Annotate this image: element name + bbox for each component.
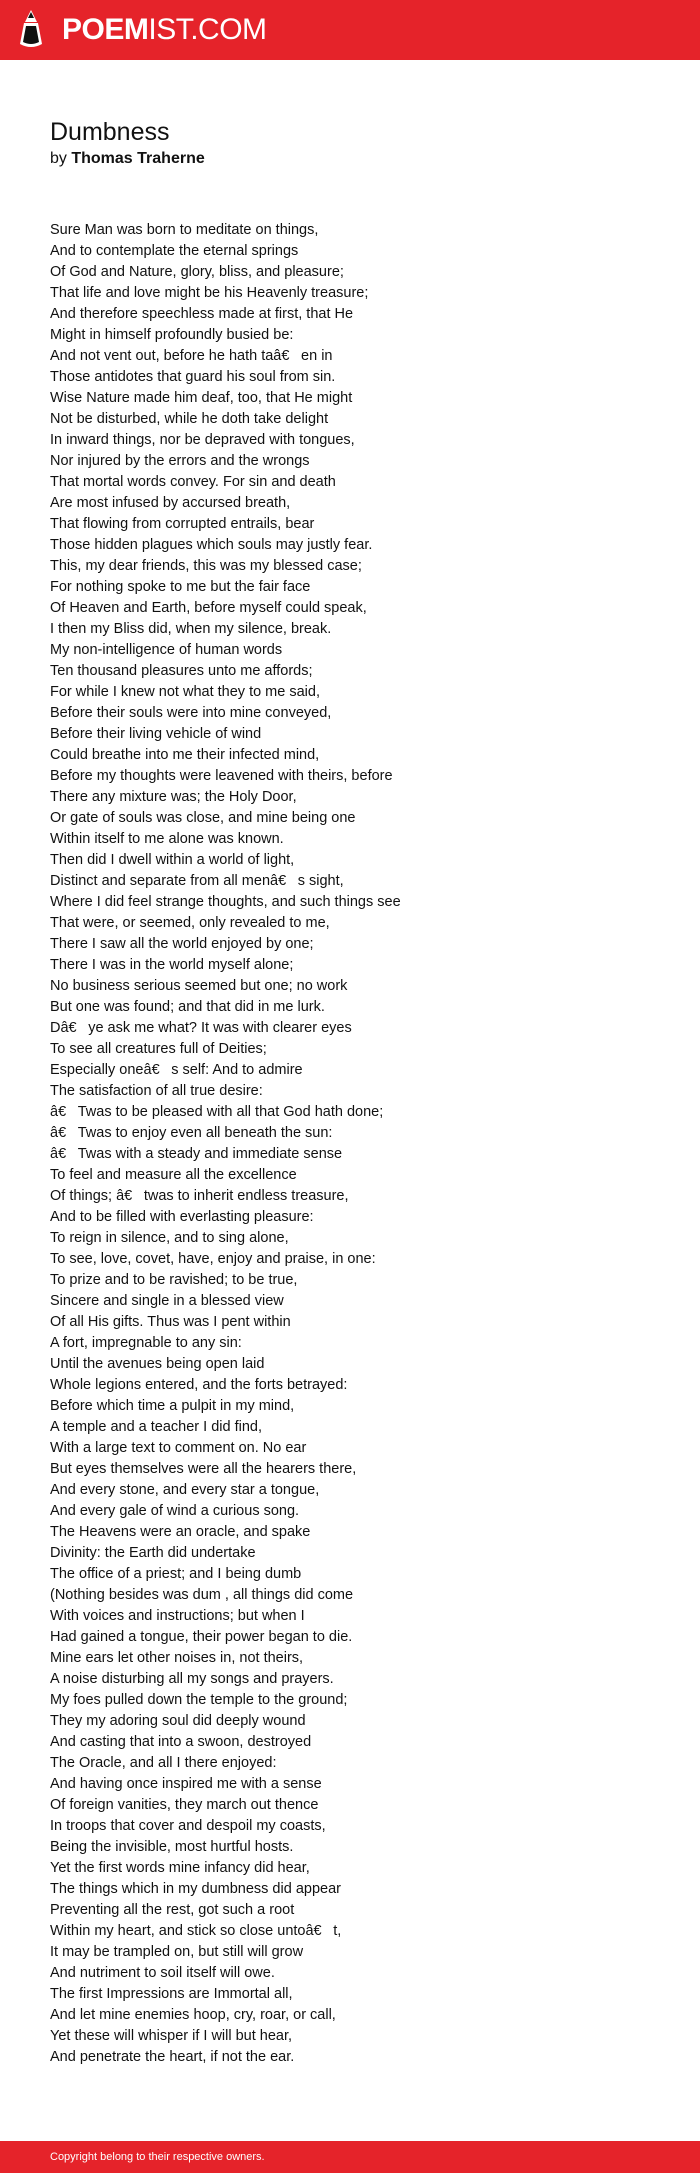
poem-line: In inward things, nor be depraved with tongues, — [50, 432, 355, 448]
poem-line: Of God and Nature, glory, bliss, and pleasure; — [50, 264, 344, 280]
poem-line: Of all His gifts. Thus was I pent within — [50, 1314, 291, 1330]
poem-line: Especially oneâ€s self: And to admire — [50, 1062, 303, 1078]
poem-line: Might in himself profoundly busied be: — [50, 327, 294, 343]
copyright-text: Copyright belong to their respective owners. — [50, 2151, 265, 2163]
poem-line: (Nothing besides was dum , all things did come — [50, 1587, 354, 1603]
poem-line: For nothing spoke to me but the fair face — [50, 579, 311, 595]
poem-line: My non-intelligence of human words — [50, 642, 283, 658]
poem-line: My foes pulled down the temple to the ground; — [50, 1692, 348, 1708]
poem-line: Could breathe into me their infected mind, — [50, 747, 320, 763]
poem-line: Or gate of souls was close, and mine being one — [50, 810, 356, 826]
poem-line: Within itself to me alone was known. — [50, 831, 284, 847]
poem-line: That life and love might be his Heavenly treasure; — [50, 285, 369, 301]
poem-line: And to be filled with everlasting pleasure: — [50, 1209, 314, 1225]
poem-line: But one was found; and that did in me lurk. — [50, 999, 325, 1015]
poem-line: Are most infused by accursed breath, — [50, 495, 291, 511]
poem-line: The Heavens were an oracle, and spake — [50, 1524, 311, 1540]
poem-line: And casting that into a swoon, destroyed — [50, 1734, 312, 1750]
poem-line: â€Twas with a steady and immediate sense — [50, 1146, 343, 1162]
poem-line: And nutriment to soil itself will owe. — [50, 1965, 275, 1981]
poem-line: Whole legions entered, and the forts betrayed: — [50, 1377, 348, 1393]
poem-line: Nor injured by the errors and the wrongs — [50, 453, 310, 469]
poem-line: In troops that cover and despoil my coasts, — [50, 1818, 326, 1834]
poem-line: Mine ears let other noises in, not theirs, — [50, 1650, 304, 1666]
poem-line: Of things; â€twas to inherit endless treasure, — [50, 1188, 349, 1204]
poem-byline — [50, 149, 205, 169]
poem-line: There any mixture was; the Holy Door, — [50, 789, 297, 805]
poem-line: A noise disturbing all my songs and prayers. — [50, 1671, 334, 1687]
poem-line: Of Heaven and Earth, before myself could speak, — [50, 600, 367, 616]
poem-line: Not be disturbed, while he doth take delight — [50, 411, 329, 427]
poem-line: Where I did feel strange thoughts, and such things see — [50, 894, 401, 910]
poem-line: For while I knew not what they to me said, — [50, 684, 320, 700]
poem-line: They my adoring soul did deeply wound — [50, 1713, 306, 1729]
poem-line: Of foreign vanities, they march out thence — [50, 1797, 319, 1813]
logo-text-bold[interactable]: POEM — [62, 13, 149, 46]
poem-line: There I saw all the world enjoyed by one; — [50, 936, 314, 952]
poem-line: The Oracle, and all I there enjoyed: — [50, 1755, 277, 1771]
poem-line: I then my Bliss did, when my silence, break. — [50, 621, 332, 637]
poem-line: To feel and measure all the excellence — [50, 1167, 297, 1183]
poem-author: Thomas Traherne — [71, 150, 205, 167]
poem-line: Dâ€ye ask me what? It was with clearer eyes — [50, 1020, 352, 1036]
poem-line: Sincere and single in a blessed view — [50, 1293, 284, 1309]
poem-line: Wise Nature made him deaf, too, that He might — [50, 390, 353, 406]
poem-line: The first Impressions are Immortal all, — [50, 1986, 293, 2002]
poem-line: That flowing from corrupted entrails, bear — [50, 516, 315, 532]
poem-line: Within my heart, and stick so close untoâ€t, — [50, 1923, 342, 1939]
site-header — [0, 0, 700, 60]
poem-line: A fort, impregnable to any sin: — [50, 1335, 242, 1351]
poem-body — [50, 220, 650, 2068]
poem-line: The satisfaction of all true desire: — [50, 1083, 263, 1099]
poem-line: With a large text to comment on. No ear — [50, 1440, 307, 1456]
poem-line: Ten thousand pleasures unto me affords; — [50, 663, 313, 679]
poem-line: Distinct and separate from all menâ€s sight, — [50, 873, 344, 889]
poem-line: Preventing all the rest, got such a root — [50, 1902, 295, 1918]
poem-line: This, my dear friends, this was my blessed case; — [50, 558, 362, 574]
poem-line: And therefore speechless made at first, that He — [50, 306, 354, 322]
site-footer — [0, 2141, 700, 2173]
poem-line: With voices and instructions; but when I — [50, 1608, 305, 1624]
poem-line: â€Twas to be pleased with all that God hath done; — [50, 1104, 384, 1120]
poem-line: Before their living vehicle of wind — [50, 726, 262, 742]
poem-line: There I was in the world myself alone; — [50, 957, 294, 973]
poem-line: Being the invisible, most hurtful hosts. — [50, 1839, 294, 1855]
poem-line: Before their souls were into mine conveyed, — [50, 705, 332, 721]
poem-line: Sure Man was born to meditate on things, — [50, 222, 319, 238]
poem-line: And not vent out, before he hath taâ€en in — [50, 348, 333, 364]
poem-line: The office of a priest; and I being dumb — [50, 1566, 302, 1582]
pencil-logo-icon[interactable] — [18, 10, 44, 52]
poem-line: It may be trampled on, but still will grow — [50, 1944, 304, 1960]
poem-line: And having once inspired me with a sense — [50, 1776, 322, 1792]
site-logo-text[interactable] — [62, 12, 267, 48]
poem-line: Those antidotes that guard his soul from sin. — [50, 369, 336, 385]
poem-line: And let mine enemies hoop, cry, roar, or call, — [50, 2007, 336, 2023]
poem-line: Yet these will whisper if I will but hear, — [50, 2028, 293, 2044]
poem-line: Yet the first words mine infancy did hear, — [50, 1860, 310, 1876]
poem-line: To see all creatures full of Deities; — [50, 1041, 267, 1057]
poem-title: Dumbness — [50, 118, 170, 146]
poem-line: But eyes themselves were all the hearers there, — [50, 1461, 357, 1477]
logo-text-light[interactable]: IST.COM — [148, 13, 267, 46]
poem-line: Until the avenues being open laid — [50, 1356, 265, 1372]
poem-line: That mortal words convey. For sin and death — [50, 474, 336, 490]
poem-line: That were, or seemed, only revealed to me, — [50, 915, 330, 931]
poem-line: Then did I dwell within a world of light, — [50, 852, 295, 868]
poem-line: To reign in silence, and to sing alone, — [50, 1230, 289, 1246]
poem-line: And every gale of wind a curious song. — [50, 1503, 300, 1519]
poem-line: Before which time a pulpit in my mind, — [50, 1398, 295, 1414]
poem-line: Those hidden plagues which souls may justly fear. — [50, 537, 373, 553]
poem-line: And to contemplate the eternal springs — [50, 243, 299, 259]
poem-line: To see, love, covet, have, enjoy and praise, in one: — [50, 1251, 376, 1267]
poem-line: The things which in my dumbness did appear — [50, 1881, 341, 1897]
poem-line: And penetrate the heart, if not the ear. — [50, 2049, 295, 2065]
poem-line: Divinity: the Earth did undertake — [50, 1545, 256, 1561]
poem-line: Had gained a tongue, their power began to die. — [50, 1629, 353, 1645]
poem-line: Before my thoughts were leavened with theirs, before — [50, 768, 393, 784]
poem-line: â€Twas to enjoy even all beneath the sun: — [50, 1125, 333, 1141]
byline-label: by — [50, 150, 67, 167]
poem-line: To prize and to be ravished; to be true, — [50, 1272, 298, 1288]
poem-line: And every stone, and every star a tongue, — [50, 1482, 320, 1498]
poem-line: A temple and a teacher I did find, — [50, 1419, 262, 1435]
poem-line: No business serious seemed but one; no work — [50, 978, 348, 994]
